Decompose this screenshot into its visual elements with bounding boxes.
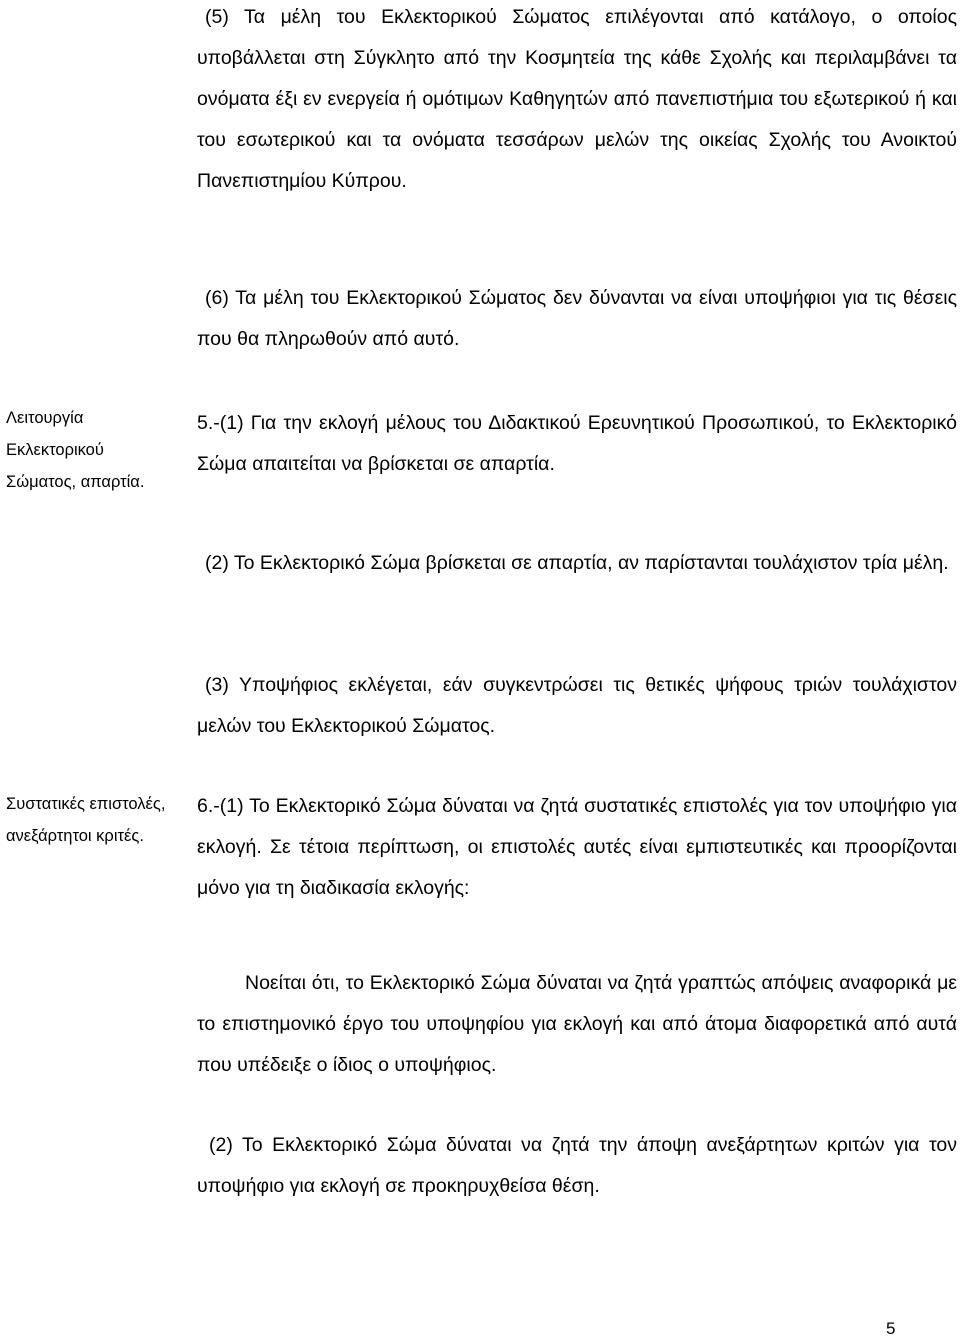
paragraph-5-clause-5: (5) Τα μέλη του Εκλεκτορικού Σώματος επιλέγονται από κατάλογο, ο οποίος υποβάλλεται στη Σύγκλητο από την Κοσμητεία της κάθε Σχολής και περιλαμβάνει τα ονόματα έξι εν ενεργεία ή ομότιμων Καθηγητών από πανεπιστήμια του εξωτερικού ή και του εσωτερικού και τα ονόματα τεσσάρων μελών της οικείας Σχολής του Ανοικτού Πανεπιστημίου Κύπρου.: [197, 6, 957, 192]
paragraph-section-5-clause-3: (3) Υποψήφιος εκλέγεται, εάν συγκεντρώσει τις θετικές ψήφους τριών τουλάχιστον μελών του Εκλεκτορικού Σώματος.: [197, 674, 957, 737]
side-note-section-5: Λειτουργία Εκλεκτορικού Σώματος, απαρτία.: [6, 409, 145, 491]
side-note-section-6: Συστατικές επιστολές, ανεξάρτητοι κριτές.: [6, 795, 166, 845]
paragraph-section-5-clause-1: 5.-(1) Για την εκλογή μέλους του Διδακτικού Ερευνητικού Προσωπικού, το Εκλεκτορικό Σώμα απαιτείται να βρίσκεται σε απαρτία.: [197, 412, 957, 475]
paragraph-section-5-clause-2: (2) Το Εκλεκτορικό Σώμα βρίσκεται σε απαρτία, αν παρίστανται τουλάχιστον τρία μέλη.: [205, 552, 949, 574]
paragraph-section-6-proviso: Νοείται ότι, το Εκλεκτορικό Σώμα δύναται να ζητά γραπτώς απόψεις αναφορικά με το επιστημονικό έργο του υποψηφίου για εκλογή και από άτομα διαφορετικά από αυτά που υπέδειξε ο ίδιος ο υποψήφιος.: [197, 972, 957, 1076]
paragraph-5-clause-6: (6) Τα μέλη του Εκλεκτορικού Σώματος δεν δύνανται να είναι υποψήφιοι για τις θέσεις που θα πληρωθούν από αυτό.: [197, 287, 957, 350]
page-number: 5: [886, 1319, 896, 1338]
paragraph-section-6-clause-1: 6.-(1) Το Εκλεκτορικό Σώμα δύναται να ζητά συστατικές επιστολές για τον υποψήφιο για εκλογή. Σε τέτοια περίπτωση, οι επιστολές αυτές είναι εμπιστευτικές και προορίζονται μόνο για τη διαδικασία εκλογής:: [197, 795, 957, 899]
paragraph-section-6-clause-2: (2) Το Εκλεκτορικό Σώμα δύναται να ζητά την άποψη ανεξάρτητων κριτών για τον υποψήφιο για εκλογή σε προκηρυχθείσα θέση.: [197, 1134, 957, 1197]
